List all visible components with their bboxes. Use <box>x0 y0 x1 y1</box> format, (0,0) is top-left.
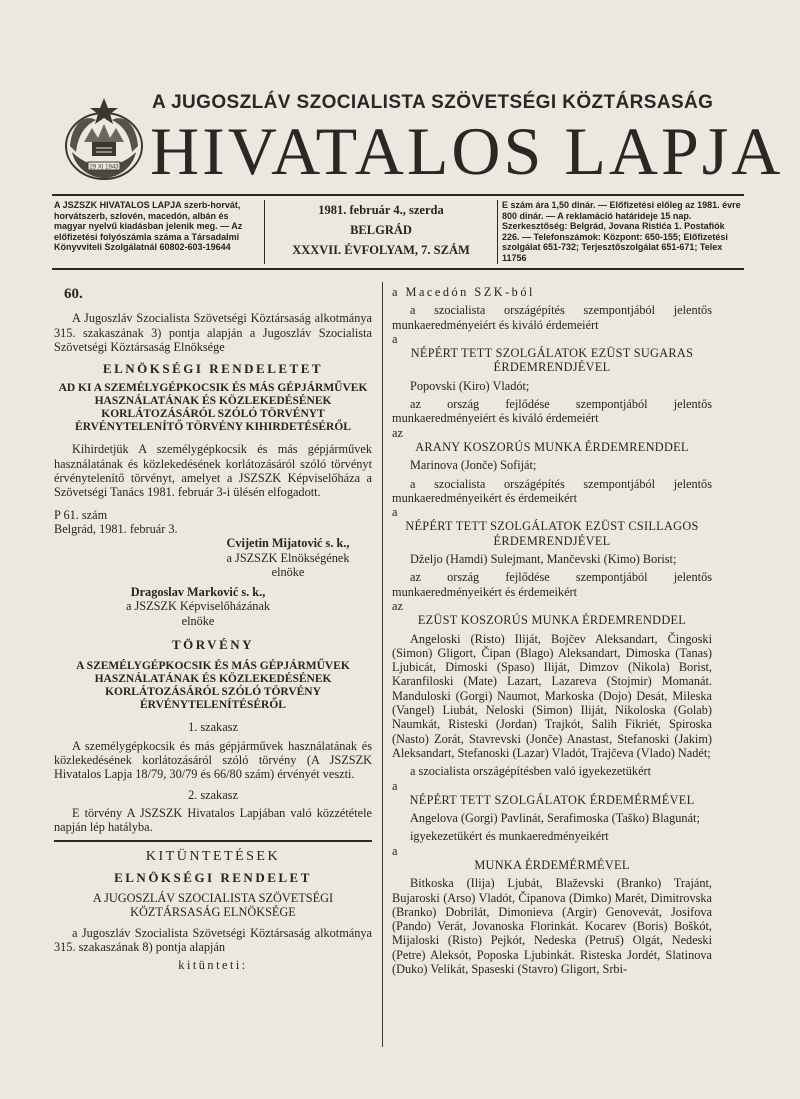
signatory-1-role: a JSZSZK Elnökségének <box>226 550 350 565</box>
merit-3: a szocialista országépítés szempontjából jelentős munkaeredményeikért és érdemeikért <box>392 476 712 505</box>
recipients-4: Angeloski (Risto) Iliját, Bojčev Aleksandart, Čingoski (Simon) Gligort, Čipan (Blago) Aleksandart, Dimoska (Tanas) Ljubicát, Dimoski (Spaso) Iliját, Dimzov (Nikola) Borist, Karanfiloski (Mate) Lazart, Lazareva (Stojmir) Momanát. Manduloski (Gorgi) Naumot, Markoska (Dojo) Desát, Mileska (Vangel) Liubát, Neloski (Simon) Iliját, Nikoloska (Golab) Naumkát, Risteski (Jordan) Trajkót, Salih Fikriét, Spiroska (Nasto) Zorát, Stavrevski (Jonče) Anastast, Stefanoski (Jakim) Aleksandart, Stefanoski (Lazar) Vladót, Trajčeva (Vlado) Nadét; <box>392 631 712 760</box>
law-heading: TÖRVÉNY <box>171 637 255 653</box>
decree-heading: ELNÖKSÉGI RENDELETET <box>102 361 324 377</box>
recipients-1: Popovski (Kiro) Vladót; <box>410 378 530 393</box>
header-rule-bottom <box>52 268 744 270</box>
column-divider <box>382 282 383 1047</box>
right-column <box>392 285 712 976</box>
merit-5: a szocialista országépítésben való igyekezetükért <box>410 764 652 779</box>
issue-date: 1981. február 4., szerda <box>318 203 444 217</box>
law-title: A SZEMÉLYGÉPKOCSIK ÉS MÁS GÉPJÁRMŰVEK HASZNÁLATÁNAK ÉS KÖZLEKEDÉSÉNEK KORLÁTOZÁSÁRÓL SZÓLÓ TÖRVÉNY ÉRVÉNYTELENÍTÉSÉRŐL <box>76 660 350 712</box>
merit-1: a szocialista országépítés szempontjából jelentős munkaeredményeiért és kiváló érdemeiért <box>392 303 712 332</box>
signature-block-2 <box>54 585 372 628</box>
section-2-heading: 2. szakasz <box>188 787 238 802</box>
signatory-2-name: Dragoslav Marković s. k., <box>130 585 266 600</box>
masthead-title: HIVATALOS LAPJA <box>150 113 784 189</box>
awards-verb: kitünteti: <box>178 958 248 973</box>
award-3: NÉPÉRT TETT SZOLGÁLATOK EZÜST CSILLAGOS ÉRDEMRENDJÉVEL <box>405 519 699 548</box>
award-6: MUNKA ÉRDEMÉRMÉVEL <box>474 857 630 872</box>
info-divider-right <box>497 200 498 264</box>
award-2: ARANY KOSZORÚS MUNKA ÉRDEMRENDDEL <box>415 439 689 454</box>
recipients-3: Dželjo (Hamdi) Sulejmant, Mančevski (Kimo) Borist; <box>410 552 677 567</box>
state-emblem-icon <box>62 92 146 184</box>
article-3: a <box>392 505 398 520</box>
signatory-1-title: elnöke <box>271 564 305 579</box>
article-5: a <box>392 778 398 793</box>
merit-6: igyekezetükért és munkaeredményeikért <box>410 829 609 844</box>
article-6: a <box>392 843 398 858</box>
signature-block-1 <box>54 536 372 579</box>
issue-volume: XXXVII. ÉVFOLYAM, 7. SZÁM <box>292 243 470 257</box>
item-number: 60. <box>64 286 83 302</box>
award-1: NÉPÉRT TETT SZOLGÁLATOK EZÜST SUGARAS ÉRDEMRENDJÉVEL <box>410 346 694 375</box>
info-right: E szám ára 1,50 dinár. — Előfizetési előleg az 1981. évre 800 dinár. — A reklamáció határideje 15 nap. Szerkesztőség: Belgrád, Jovana Ristića 1. Postafiók 226. — Telefonszámok: Központ: 650-155; Előfizetési szolgálat 651-732; Terjesztőszolgálat 651-671; Telex 11756 <box>502 200 741 263</box>
article-4: az <box>392 598 403 613</box>
masthead-subtitle: A JUGOSZLÁV SZOCIALISTA SZÖVETSÉGI KÖZTÁRSASÁG <box>152 92 714 113</box>
section-1-text: A személygépkocsik és más gépjárművek használatának és közlekedésének korlátozásáról szóló törvény (A JSZSZK Hivatalos Lapja 18/79, 30/79 és 66/80 szám) érvényét veszti. <box>54 738 372 782</box>
article-2: az <box>392 425 403 440</box>
recipients-6: Bitkoska (Ilija) Ljubát, Blaževski (Branko) Trajánt, Bujaroski (Arso) Vladót, Čipanova (Dimko) Marét, Dimitrovska (Branko) Dobrilát, Dimonieva (Argir) Genovevát, Josifova (Pando) Verát, Jovanoska Florinkát. Kocarev (Boris) Boškót, Mijaloski (Risto) Pejkót, Nedeska (Petruš) Olgát, Nedeski (Petre) Aleksót, Poposka Ljubinkát. Risteska Jordét, Slatinova (Duko) Velikát, Spaseski (Stavro) Gligort, Srbi- <box>392 876 712 977</box>
section-rule <box>54 840 372 842</box>
signatory-1-name: Cvijetin Mijatović s. k., <box>226 536 350 551</box>
merit-4: az ország fejlődése szempontjából jelentős munkaeredményeikért és érdemeikért <box>392 570 712 599</box>
recipients-2: Marinova (Jonče) Sofiját; <box>410 458 537 473</box>
signatory-2-role: a JSZSZK Képviselőházának <box>125 599 271 614</box>
reference-number: P 61. szám <box>54 507 108 522</box>
info-middle <box>268 200 494 264</box>
article-1: a <box>392 331 398 346</box>
award-5: NÉPÉRT TETT SZOLGÁLATOK ÉRDEMÉRMÉVEL <box>409 792 695 807</box>
awards-intro: a Jugoszláv Szocialista Szövetségi Köztársaság alkotmánya 315. szakaszának 8) pontja alapján <box>54 925 372 954</box>
decree-intro: A Jugoszláv Szocialista Szövetségi Köztársaság alkotmánya 315. szakaszának 3) pontja alapján a Jugoszláv Szocialista Szövetségi Köztársaság Elnöksége <box>54 311 372 354</box>
decree-text: Kihirdetjük A személygépkocsik és más gépjárművek használatának és közlekedésének korlátozásáról szóló törvényt érvénytelenítő törvényt, amelyet a JSZSZK Képviselőháza a Szövetségi Tanács 1981. február 3-i ülésén elfogadott. <box>54 442 372 500</box>
awards-decree-heading: ELNÖKSÉGI RENDELET <box>114 869 312 885</box>
awards-region: a Macedón SZK-ból <box>392 285 535 299</box>
reference-place-date: Belgrád, 1981. február 3. <box>54 521 178 536</box>
left-column <box>54 285 372 973</box>
section-2-text: E törvény A JSZSZK Hivatalos Lapjában való közzététele napján lép hatályba. <box>54 805 372 835</box>
awards-heading: KITÜNTETÉSEK <box>145 849 281 865</box>
issue-city: BELGRÁD <box>350 223 412 237</box>
signatory-2-title: elnöke <box>181 613 215 628</box>
section-1-heading: 1. szakasz <box>188 720 238 735</box>
info-divider-left <box>264 200 265 264</box>
decree-subject: AD KI A SZEMÉLYGÉPKOCSIK ÉS MÁS GÉPJÁRMŰVEK HASZNÁLATÁNAK ÉS KÖZLEKEDÉSÉNEK KORLÁTOZÁSÁRÓL SZÓLÓ TÖRVÉNYT ÉRVÉNYTELENÍTŐ TÖRVÉNY KIHIRDETÉSÉRŐL <box>58 382 368 434</box>
merit-2: az ország fejlődése szempontjából jelentős munkaeredményeiért és kiváló érdemeiért <box>392 397 712 426</box>
info-left: A JSZSZK HIVATALOS LAPJA szerb-horvát, horvátszerb, szlovén, macedón, albán és magyar nyelvű kiadásban jelenik meg. — Az előfizetési folyószámla száma a Társadalmi Könyvviteli Szolgálatnál 60802-603-19644 <box>54 200 243 252</box>
awards-issuer: A JUGOSZLÁV SZOCIALISTA SZÖVETSÉGI KÖZTÁRSASÁG ELNÖKSÉGE <box>92 891 334 920</box>
award-4: EZÜST KOSZORÚS MUNKA ÉRDEMRENDDEL <box>417 613 687 628</box>
emblem-date: 29 XI 1943 <box>89 164 119 171</box>
recipients-5: Angelova (Gorgi) Pavlinát, Serafimoska (Taško) Blagunát; <box>410 811 700 826</box>
header-rule-top <box>52 194 744 196</box>
